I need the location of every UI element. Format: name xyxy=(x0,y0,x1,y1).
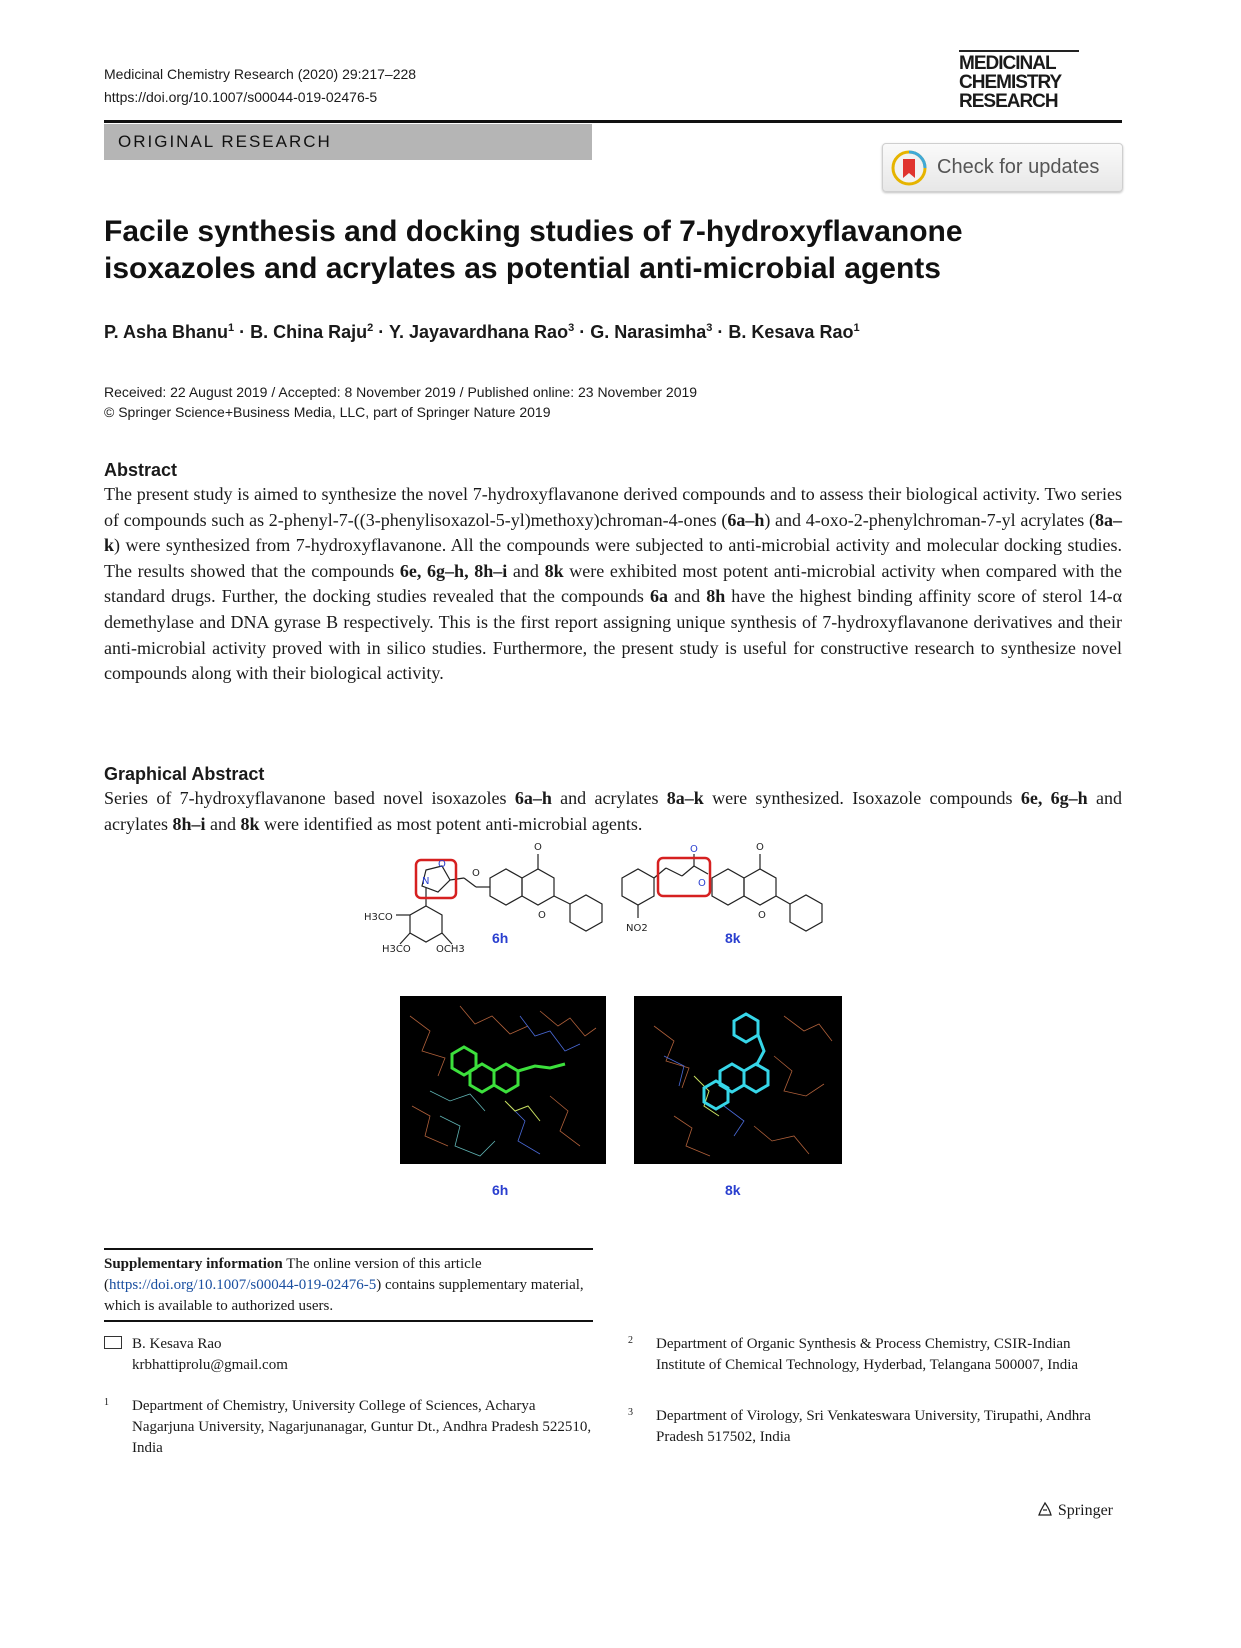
chemical-structures xyxy=(360,836,860,996)
author-name[interactable]: P. Asha Bhanu xyxy=(104,322,229,342)
affiliation-2 xyxy=(628,1334,1122,1376)
affiliation-number: 1 xyxy=(104,1397,109,1408)
affiliation-text: Department of Organic Synthesis & Process Chemistry, CSIR-Indian Institute of Chemical Technology, Hyderbad, Telangana 500007, India xyxy=(656,1336,1079,1373)
chem-o-label: O xyxy=(756,842,764,853)
corresponding-author xyxy=(104,1334,288,1376)
header-rule xyxy=(104,120,1122,123)
springer-horse-icon xyxy=(1036,1500,1054,1518)
affiliation-number: 3 xyxy=(628,1407,633,1418)
abstract-heading: Abstract xyxy=(104,460,178,480)
crossmark-icon xyxy=(891,150,927,186)
affiliation-number: 2 xyxy=(628,1335,633,1346)
chem-o-label: O xyxy=(438,859,446,870)
copyright-line: © Springer Science+Business Media, LLC, part of Springer Nature 2019 xyxy=(104,404,551,420)
author-affiliation: 1 xyxy=(228,322,235,334)
chem-o-label: O xyxy=(472,868,480,879)
chem-o-label: O xyxy=(538,910,546,921)
author-name[interactable]: B. China Raju xyxy=(250,322,368,342)
chem-o-label: O xyxy=(690,844,698,855)
logo-line-2: CHEMISTRY xyxy=(959,72,1062,93)
graphical-abstract-text: Series of 7-hydroxyflavanone based novel isoxazoles 6a–h and acrylates 8a–k were synthesized. Isoxazole compounds 6e, 6g–h and acrylates 8h–i and 8k were identified as most potent anti-microbial agents. xyxy=(104,788,1123,834)
chem-och3-label: OCH3 xyxy=(436,944,465,955)
author-affiliation: 3 xyxy=(706,322,713,334)
author-name[interactable]: Y. Jayavardhana Rao xyxy=(388,322,569,342)
compound-label-8k: 8k xyxy=(725,1182,741,1198)
compound-label-6h: 6h xyxy=(492,930,509,946)
docking-image-6h xyxy=(400,996,606,1164)
chem-h3co-label: H3CO xyxy=(382,944,411,955)
affiliation-text: Department of Virology, Sri Venkateswara University, Tirupathi, Andhra Pradesh 517502, India xyxy=(656,1408,1091,1445)
compound-label-6h: 6h xyxy=(492,1182,509,1198)
affiliation-3 xyxy=(628,1406,1122,1448)
section-band xyxy=(104,124,592,160)
compound-label-8k: 8k xyxy=(725,930,741,946)
article-title: Facile synthesis and docking studies of 7-hydroxyflavanone isoxazoles and acrylates as potential anti-microbial agents xyxy=(104,215,963,285)
chem-h3co-label: H3CO xyxy=(364,912,393,923)
journal-citation: Medicinal Chemistry Research (2020) 29:217–228 xyxy=(104,66,417,82)
corresponding-email[interactable]: krbhattiprolu@gmail.com xyxy=(132,1357,288,1373)
abstract-text: The present study is aimed to synthesize the novel 7-hydroxyflavanone derived compounds and to assess their biological activity. Two series of compounds such as 2-phenyl-7-((3-phenylisoxazol-5-yl)methoxy)chroman-4-ones (6a–h) and 4-oxo-2-phenylchroman-7-yl acrylates (8a–k) were synthesized from 7-hydroxyflavanone. All the compounds were subjected to anti-microbial activity and molecular docking studies. The results showed that the compounds 6e, 6g–h, 8h–i and 8k were exhibited most potent anti-microbial activity when compared with the standard drugs. Further, the docking studies revealed that the compounds 6a and 8h have the highest binding affinity score of sterol 14-α demethylase and DNA gyrase B respectively. This is the first report assigning unique synthesis of 7-hydroxyflavanone derivatives and their anti-microbial activity proved with in silico studies. Furthermore, the present study is useful for constructive research to synthesize novel compounds along with their biological activity. xyxy=(104,484,1123,684)
affiliation-1 xyxy=(104,1396,594,1459)
section-label: ORIGINAL RESEARCH xyxy=(118,132,332,151)
chem-o-label: O xyxy=(534,842,542,853)
supplementary-rule-bottom xyxy=(104,1320,593,1322)
docking-image-8k xyxy=(634,996,842,1164)
author-affiliation: 1 xyxy=(853,322,860,334)
envelope-icon xyxy=(104,1336,122,1349)
affiliation-text: Department of Chemistry, University College of Sciences, Acharya Nagarjuna University, Nagarjunanagar, Guntur Dt., Andhra Pradesh 522510, India xyxy=(132,1398,592,1456)
graphical-abstract-heading: Graphical Abstract xyxy=(104,764,265,784)
chem-n-label: N xyxy=(422,876,430,887)
author-name[interactable]: B. Kesava Rao xyxy=(728,322,854,342)
chem-no2-label: NO2 xyxy=(626,923,648,934)
chem-o-label: O xyxy=(758,910,766,921)
supplementary-link[interactable]: https://doi.org/10.1007/s00044-019-02476-5 xyxy=(109,1277,377,1293)
check-updates-label: Check for updates xyxy=(937,156,1100,178)
doi-link[interactable]: https://doi.org/10.1007/s00044-019-02476-5 xyxy=(104,89,378,105)
logo-line-3: RESEARCH xyxy=(959,91,1058,112)
chem-o-label: O xyxy=(698,878,706,889)
acrylate-highlight xyxy=(658,858,710,896)
author-name[interactable]: G. Narasimha xyxy=(590,322,707,342)
author-list: P. Asha Bhanu$^1$ · B. China Raju$^2$ · Y. Jayavardhana Rao$^3$ · G. Narasimha$^3$ · B. Kesava Rao$^1$ xyxy=(104,322,860,342)
author-affiliation: 3 xyxy=(568,322,575,334)
dates-line: Received: 22 August 2019 / Accepted: 8 November 2019 / Published online: 23 November 2019 xyxy=(104,384,698,400)
supplementary-rule-top xyxy=(104,1248,593,1250)
logo-line-1: MEDICINAL xyxy=(959,53,1056,74)
publisher-footer xyxy=(1036,1500,1113,1520)
corresponding-name: B. Kesava Rao xyxy=(132,1336,222,1352)
author-affiliation: 2 xyxy=(367,322,374,334)
supplementary-info: Supplementary information The online version of this article (https://doi.org/10.1007/s00044-019-02476-5) contains supplementary material, which is available to authorized users. xyxy=(104,1256,584,1314)
publisher-name: Springer xyxy=(1057,1502,1113,1519)
check-for-updates-button[interactable] xyxy=(882,143,1123,192)
journal-logo xyxy=(959,50,1079,111)
publication-dates xyxy=(104,382,697,422)
